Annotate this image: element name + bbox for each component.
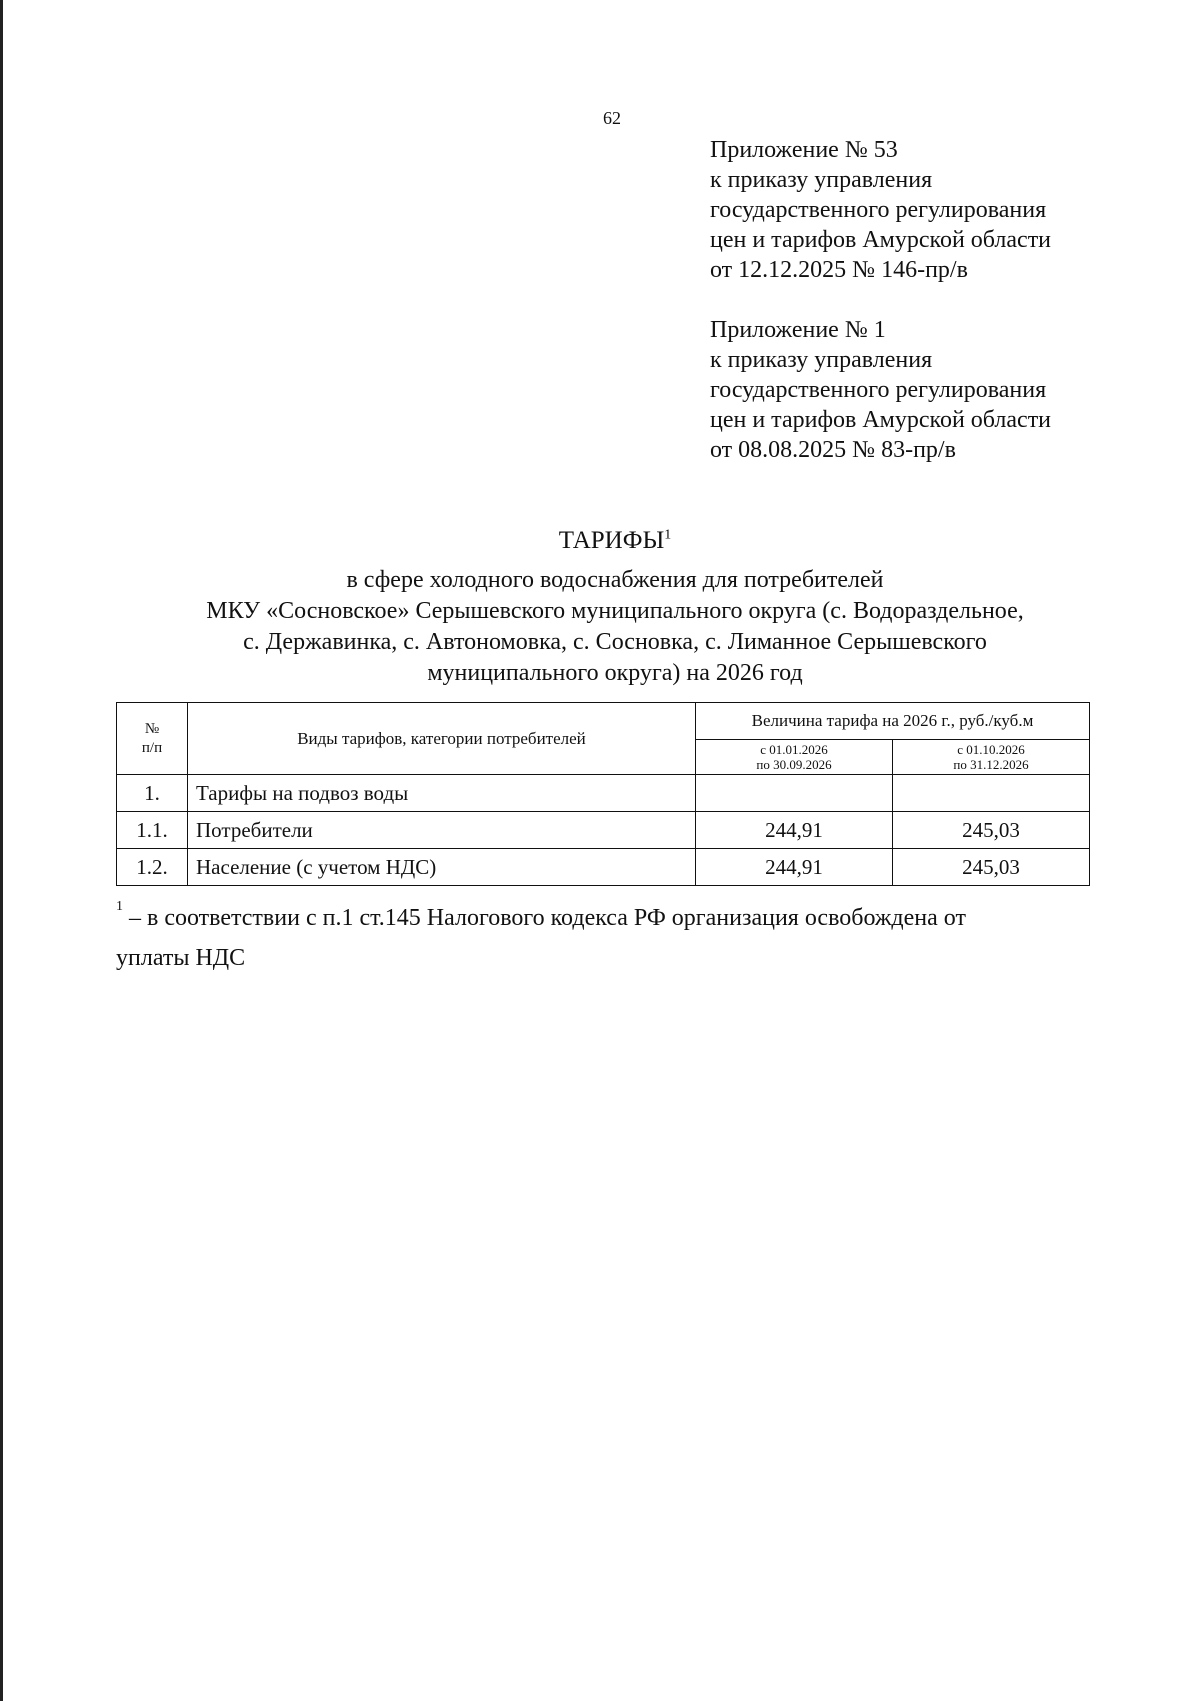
- table-row: [117, 775, 1090, 812]
- appendix-53-line: к приказу управления: [710, 167, 933, 193]
- row-value-period-1: [696, 775, 893, 812]
- footnote-mark: 1: [116, 899, 123, 914]
- appendix-1-line: Приложение № 1: [710, 317, 886, 343]
- header-number: [117, 703, 188, 775]
- appendix-1-block: [710, 315, 1051, 465]
- appendix-1-line: государственного регулирования: [710, 377, 1047, 403]
- appendix-53-block: [710, 135, 1051, 285]
- title-footnote-mark: 1: [664, 527, 672, 543]
- subtitle-line: МКУ «Сосновское» Серышевского муниципального округа (с. Водораздельное,: [206, 598, 1024, 624]
- footnote: [116, 893, 1106, 978]
- row-number: 1.: [117, 775, 188, 812]
- table-row: [117, 849, 1090, 886]
- row-value-period-2: 245,03: [893, 812, 1090, 849]
- title-text: ТАРИФЫ: [558, 527, 665, 554]
- header-period-line: с 01.01.2026: [760, 742, 828, 757]
- row-value-period-2: [893, 775, 1090, 812]
- header-tariff-kind: Виды тарифов, категории потребителей: [188, 703, 696, 775]
- appendix-53-line: от 12.12.2025 № 146-пр/в: [710, 257, 968, 283]
- footnote-line-1: [116, 893, 1106, 938]
- header-tariff-value: Величина тарифа на 2026 г., руб./куб.м: [696, 703, 1090, 740]
- header-period-2: [893, 740, 1090, 775]
- appendix-53-line: Приложение № 53: [710, 137, 898, 163]
- footnote-text: – в соответствии с п.1 ст.145 Налогового кодекса РФ организация освобождена от: [123, 905, 966, 931]
- table-row: [117, 812, 1090, 849]
- page-number: 62: [603, 108, 621, 128]
- row-name: Потребители: [188, 812, 696, 849]
- page-edge-line: [0, 0, 3, 1701]
- tariff-table: [116, 702, 1090, 886]
- row-name: Тарифы на подвоз воды: [188, 775, 696, 812]
- row-number: 1.1.: [117, 812, 188, 849]
- appendix-53-line: цен и тарифов Амурской области: [710, 227, 1052, 253]
- row-name: Население (с учетом НДС): [188, 849, 696, 886]
- appendix-53-line: государственного регулирования: [710, 197, 1047, 223]
- header-period-line: с 01.10.2026: [957, 742, 1025, 757]
- footnote-line-2: уплаты НДС: [116, 945, 246, 971]
- document-title: [0, 527, 1200, 555]
- subtitle-line: муниципального округа) на 2026 год: [427, 660, 803, 686]
- appendix-1-line: к приказу управления: [710, 347, 933, 373]
- appendix-1-line: цен и тарифов Амурской области: [710, 407, 1052, 433]
- row-number: 1.2.: [117, 849, 188, 886]
- header-period-1: [696, 740, 893, 775]
- subtitle-line: в сфере холодного водоснабжения для потребителей: [346, 567, 884, 593]
- subtitle-line: с. Державинка, с. Автономовка, с. Сосновка, с. Лиманное Серышевского: [243, 629, 987, 655]
- header-period-line: по 31.12.2026: [953, 757, 1029, 772]
- row-value-period-2: 245,03: [893, 849, 1090, 886]
- row-value-period-1: 244,91: [696, 849, 893, 886]
- header-number-line: №: [144, 720, 160, 737]
- header-number-line: п/п: [141, 739, 163, 756]
- appendix-1-line: от 08.08.2025 № 83-пр/в: [710, 437, 956, 463]
- row-value-period-1: 244,91: [696, 812, 893, 849]
- table-header-row: [117, 703, 1090, 740]
- document-subtitle: [0, 565, 1200, 689]
- header-period-line: по 30.09.2026: [756, 757, 832, 772]
